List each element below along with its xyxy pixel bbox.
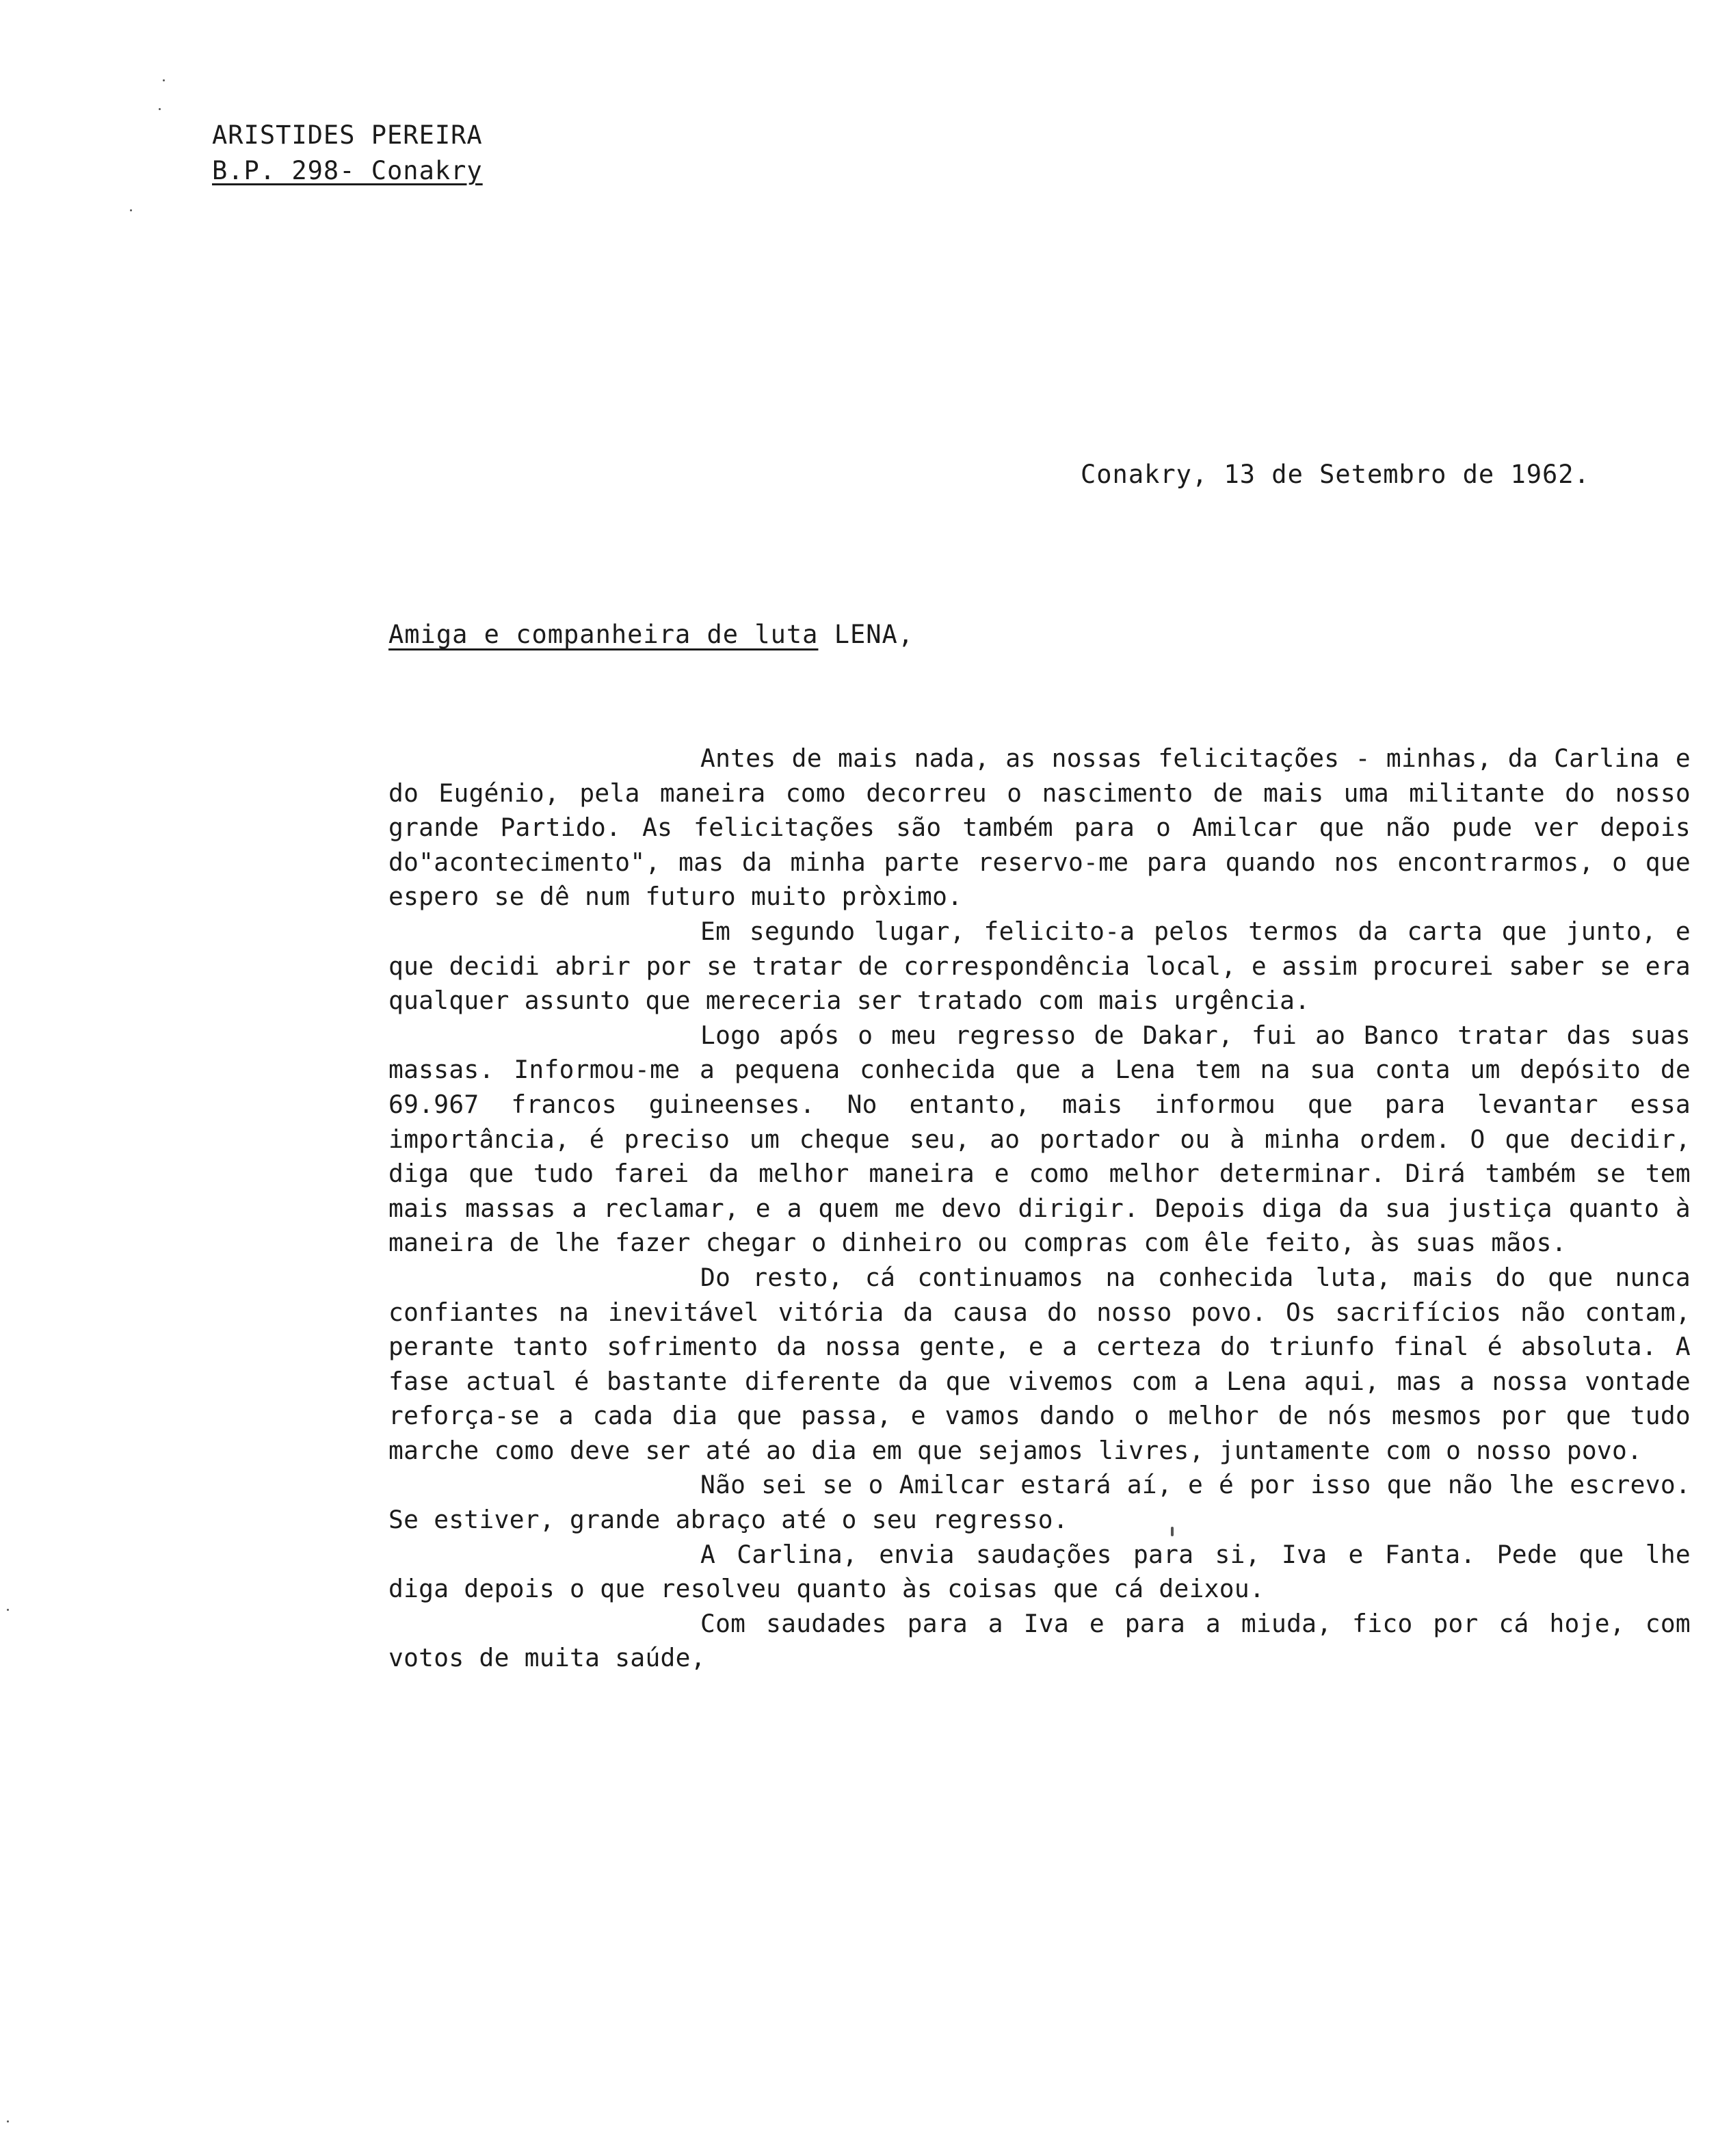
salutation-greeting: Amiga e companheira de luta (388, 620, 819, 649)
paragraph-carlina: A Carlina, envia saudações para si, Iva e Fanta. Pede que lhe diga depois o que resolveu quanto às coisas que cá deixou. (388, 1539, 1691, 1604)
paragraph-congratulations: Antes de mais nada, as nossas felicitações - minhas, da Carlina e do Eugénio, pela maneira como decorreu o nascimento de mais uma militante do nosso grande Partido. As felicitações são também para o Amilcar que não pude ver depois do"acontecimento", mas da minha parte reservo-me para quando nos encontrarmos, o que espero se dê num futuro muito pròximo. (388, 744, 1691, 912)
paper-speck (163, 79, 165, 81)
paragraph-letter-attached: Em segundo lugar, felicito-a pelos termos da carta que junto, e que decidi abrir por se tratar de correspondência local, e assim procurei saber se era qualquer assunto que mereceria ser tratado com mais urgência. (388, 916, 1691, 1016)
paper-speck (7, 1609, 9, 1611)
sender-block (212, 118, 483, 189)
letter-body (388, 741, 1691, 1676)
date-line: Conakry, 13 de Setembro de 1962. (1081, 460, 1590, 489)
sender-address: B.P. 298- Conakry (212, 156, 483, 185)
paragraph-amilcar: Não sei se o Amilcar estará aí, e é por isso que não lhe escrevo. Se estiver, grande abraço até o seu regresso. (388, 1470, 1691, 1535)
salutation (388, 620, 914, 649)
paragraph-bank-account: Logo após o meu regresso de Dakar, fui ao Banco tratar das suas massas. Informou-me a pequena conhecida que a Lena tem na sua conta um depósito de 69.967 francos guineenses. No entanto, mais informou que para levantar essa importância, é preciso um cheque seu, ao portador ou à minha ordem. O que decidir, diga que tudo farei da melhor maneira e como melhor determinar. Dirá também se tem mais massas a reclamar, e a quem me devo dirigir. Depois diga da sua justiça quanto à maneira de lhe fazer chegar o dinheiro ou compras com êle feito, às suas mãos. (388, 1020, 1691, 1258)
paper-speck (7, 2120, 9, 2122)
paragraph-struggle: Do resto, cá continuamos na conhecida luta, mais do que nunca confiantes na inevitável vitória da causa do nosso povo. Os sacrifícios não contam, perante tanto sofrimento da nossa gente, e a certeza do triunfo final é absoluta. A fase actual é bastante diferente da que vivemos com a Lena aqui, mas a nossa vontade reforça-se a cada dia que passa, e vamos dando o melhor de nós mesmos por que tudo marche como deve ser até ao dia em que sejamos livres, juntamente com o nosso povo. (388, 1262, 1691, 1465)
paper-speck (130, 209, 132, 211)
sender-name: ARISTIDES PEREIRA (212, 120, 483, 150)
paper-speck (159, 108, 161, 110)
salutation-name: LENA, (818, 620, 914, 649)
paragraph-closing: Com saudades para a Iva e para a miuda, fico por cá hoje, com votos de muita saúde, (388, 1608, 1691, 1673)
